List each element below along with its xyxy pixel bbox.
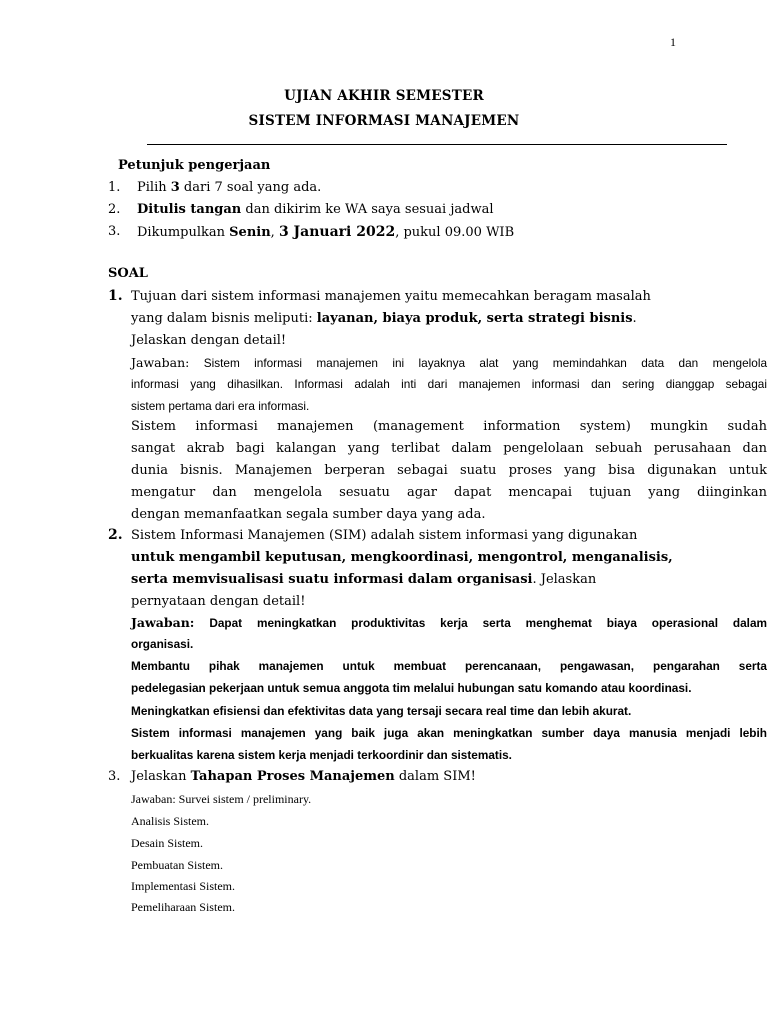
page-number: 1 [670,35,676,49]
answer-3-line: Desain Sistem. [131,836,203,850]
answer-1-line: informasi yang dihasilkan. Informasi adalah inti dari manajemen informasi dan sering dianggap sebagai [131,377,767,391]
question-1-line1: Tujuan dari sistem informasi manajemen yaitu memecahkan beragam masalah [131,289,651,304]
question-1-number: 1. [108,288,123,304]
answer-3-line: Pemeliharaan Sistem. [131,900,235,914]
answer-1-line: Jawaban: Sistem informasi manajemen ini layaknya alat yang memindahkan data dan mengelola [131,355,768,370]
answer-2-line: Meningkatkan efisiensi dan efektivitas data yang tersaji secara real time dan lebih akurat. [131,704,632,718]
question-2-number: 2. [108,527,123,543]
instruction-item-1: 1. Pilih 3 dari 7 soal yang ada. [108,180,322,195]
answer-3-line: Pembuatan Sistem. [131,858,223,872]
instruction-item-3: 3. Dikumpulkan Senin, 3 Januari 2022, pukul 09.00 WIB [108,224,515,240]
question-2-line3: serta memvisualisasi suatu informasi dalam organisasi. Jelaskan [131,572,597,587]
answer-2-line: organisasi. [131,637,194,651]
answer-3-line: Analisis Sistem. [131,814,210,828]
instruction-item-2: 2. Ditulis tangan dan dikirim ke WA saya sesuai jadwal [108,202,494,217]
answer-1-paragraph-line: Sistem informasi manajemen (management information system) mungkin sudah [131,419,767,434]
answer-1-paragraph-line: sangat akrab bagi kalangan yang terlibat dalam pengelolaan sebuah perusahaan dan [131,441,767,456]
answer-3-line: Implementasi Sistem. [131,879,235,893]
question-1-line3: Jelaskan dengan detail! [131,333,287,348]
answer-1-line: sistem pertama dari era informasi. [131,399,310,413]
question-3-line1: Jelaskan Tahapan Proses Manajemen dalam SIM! [131,769,476,784]
page-subtitle: SISTEM INFORMASI MANAJEMEN [248,113,520,129]
answer-label: Jawaban: [131,355,190,370]
instruction-number: 1. [108,180,121,195]
question-2-line2: untuk mengambil keputusan, mengkoordinasi, mengontrol, menganalisis, [131,550,673,565]
instructions-heading: Petunjuk pengerjaan [118,158,271,173]
question-3-number: 3. [108,769,121,784]
instruction-number: 3. [108,224,121,239]
answer-3-line: Jawaban: Survei sistem / preliminary. [131,792,312,806]
soal-heading: SOAL [108,266,148,281]
answer-2-line: Sistem informasi manajemen yang baik juga akan meningkatkan sumber daya manusia menjadi lebih [131,726,767,740]
question-2-line1: Sistem Informasi Manajemen (SIM) adalah sistem informasi yang digunakan [131,528,638,543]
answer-1-paragraph-line: dunia bisnis. Manajemen berperan sebagai suatu proses yang bisa digunakan untuk [131,463,767,478]
question-2-line4: pernyataan dengan detail! [131,594,306,609]
answer-label: Jawaban: [131,615,195,630]
answer-2-line: berkualitas karena sistem kerja menjadi terkoordinir dan sistematis. [131,748,512,762]
question-1-line2: yang dalam bisnis meliputi: layanan, biaya produk, serta strategi bisnis. [131,311,637,326]
title-underline [147,144,727,145]
answer-1-paragraph-line: mengatur dan mengelola sesuatu agar dapat mencapai tujuan yang diinginkan [131,485,767,500]
page-title: UJIAN AKHIR SEMESTER [284,88,484,104]
answer-1-paragraph-line: dengan memanfaatkan segala sumber daya yang ada. [131,507,486,522]
instruction-number: 2. [108,202,121,217]
answer-2-line: Jawaban: Dapat meningkatkan produktivitas kerja serta menghemat biaya operasional dalam [131,615,767,630]
answer-2-line: pedelegasian pekerjaan untuk semua anggota tim melalui hubungan satu komando atau koordinasi. [131,681,692,695]
answer-2-line: Membantu pihak manajemen untuk membuat perencanaan, pengawasan, pengarahan serta [131,659,767,673]
